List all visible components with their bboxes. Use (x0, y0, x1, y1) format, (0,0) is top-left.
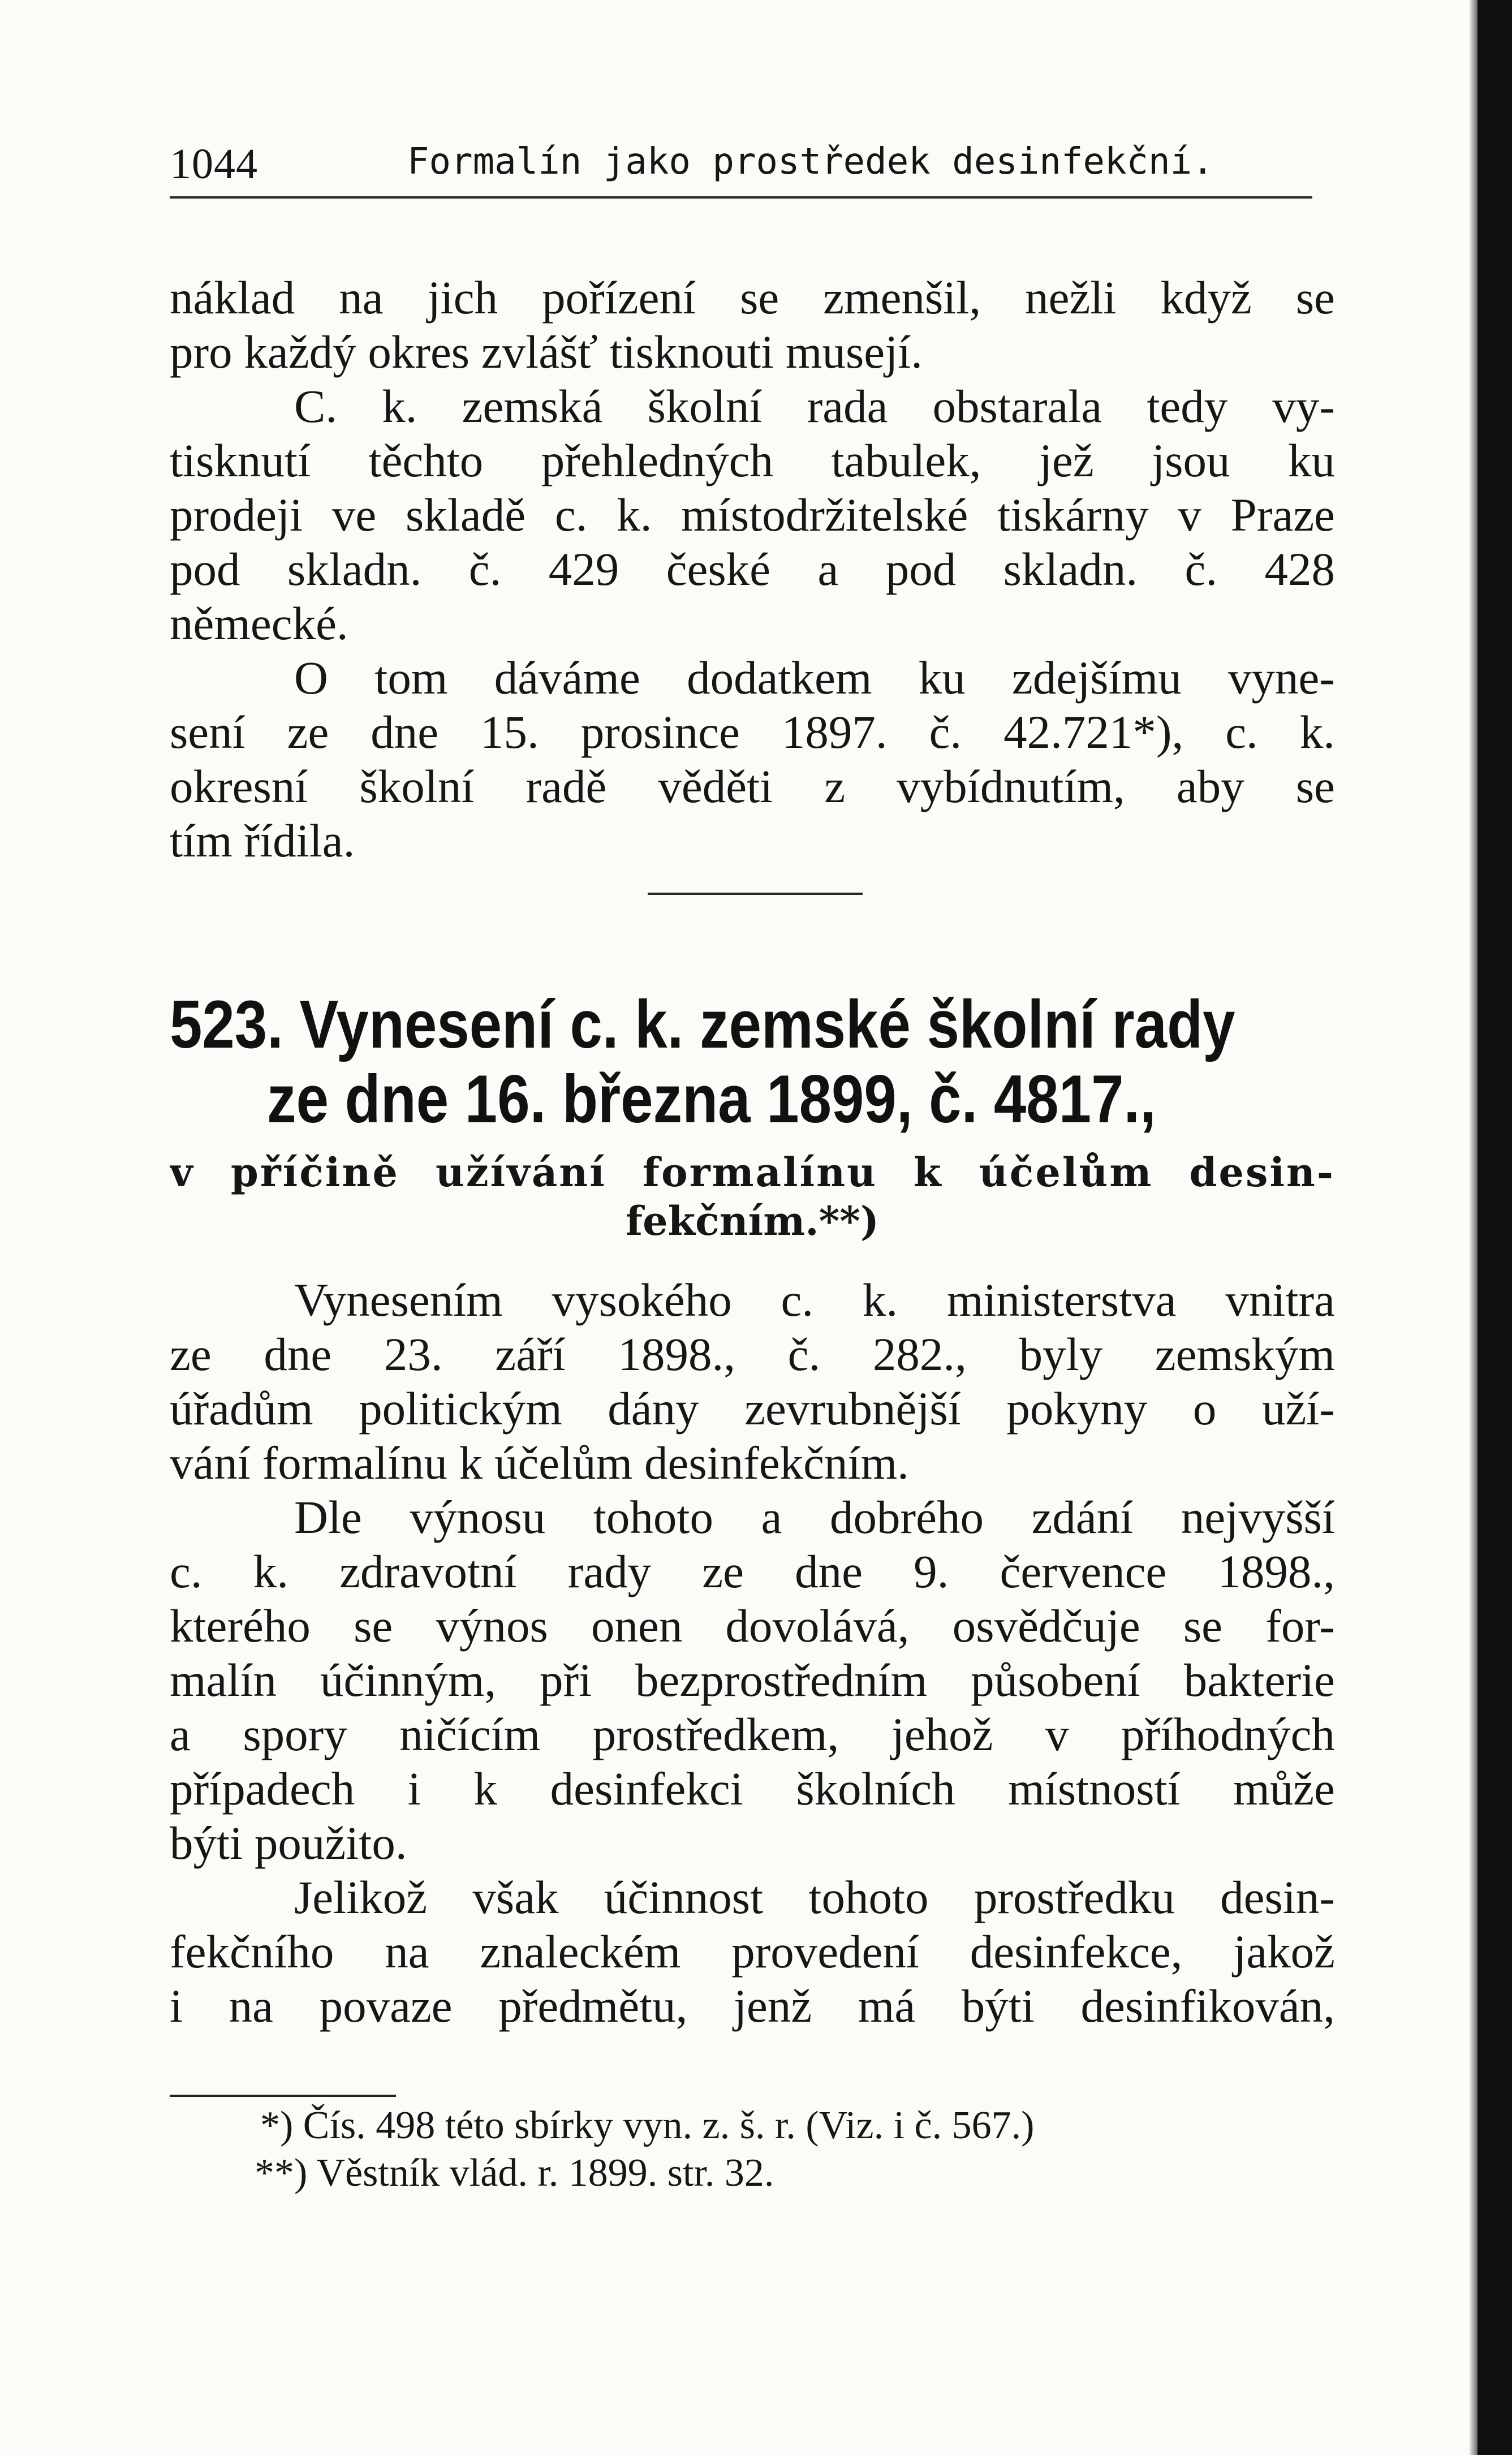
text-line: okresní školní radě věděti z vybídnutím, aby se (170, 760, 1335, 812)
text-line: Dle výnosu tohoto a dobrého zdání nejvyšší (294, 1491, 1335, 1543)
footnote: *) Čís. 498 této sbírky vyn. z. š. r. (Viz. i č. 567.) (260, 2104, 1035, 2147)
text-line: Jelikož však účinnost tohoto prostředku desin- (294, 1871, 1335, 1923)
intro-paragraphs (170, 270, 1335, 868)
heading-line: ze dne 16. března 1899, č. 4817., (267, 1062, 1156, 1136)
page-number: 1044 (170, 140, 258, 188)
body-paragraphs (170, 1273, 1335, 2033)
text-line: malín účinným, při bezprostředním působení bakterie (170, 1654, 1335, 1706)
footnote: **) Věstník vlád. r. 1899. str. 32. (255, 2151, 774, 2195)
text-line: Vynesením vysokého c. k. ministerstva vnitra (294, 1274, 1335, 1326)
text-line: býti použito. (170, 1817, 407, 1869)
text-line: prodeji ve skladě c. k. místodržitelské tiskárny v Praze (170, 489, 1335, 541)
text-line: C. k. zemská školní rada obstarala tedy vy- (294, 380, 1335, 432)
subheading-line: v příčině užívání formalínu k účelům desin- (170, 1149, 1335, 1196)
text-line: fekčního na znaleckém provedení desinfekce, jakož (170, 1926, 1335, 1978)
text-line: kterého se výnos onen dovolává, osvědčuje se for- (170, 1600, 1335, 1652)
section-subheading (170, 1148, 1335, 1246)
page-edge-shadow (1470, 0, 1477, 2455)
text-line: vání formalínu k účelům desinfekčním. (170, 1437, 909, 1489)
text-line: i na povaze předmětu, jenž má býti desinfikován, (170, 1980, 1335, 2032)
text-line: pro každý okres zvlášť tisknouti musejí. (170, 326, 923, 378)
text-line: ze dne 23. září 1898., č. 282., byly zemským (170, 1328, 1335, 1380)
text-line: tím řídila. (170, 815, 355, 867)
text-line: německé. (170, 597, 348, 649)
running-title: Formalín jako prostředek desinfekční. (407, 141, 1214, 183)
header-rule (170, 196, 1312, 199)
text-line: c. k. zdravotní rady ze dne 9. července 1898., (170, 1545, 1335, 1597)
footnote-rule (170, 2095, 396, 2097)
text-line: sení ze dne 15. prosince 1897. č. 42.721*), c. k. (170, 706, 1335, 758)
text-line: a spory ničícím prostředkem, jehož v příhodných (170, 1708, 1335, 1760)
text-line: náklad na jich pořízení se zmenšil, nežli když se (170, 272, 1335, 324)
subheading-line: fekčním.**) (625, 1198, 880, 1244)
page-header (170, 133, 1341, 201)
heading-line: 523. Vynesení c. k. zemské školní rady (170, 987, 1235, 1062)
text-line: tisknutí těchto přehledných tabulek, jež jsou ku (170, 434, 1335, 486)
section-divider (648, 893, 863, 895)
section-heading (170, 987, 1235, 1136)
text-line: O tom dáváme dodatkem ku zdejšímu vyne- (294, 652, 1335, 704)
text-line: případech i k desinfekci školních místností může (170, 1763, 1335, 1815)
footnotes (170, 2102, 1335, 2197)
text-line: pod skladn. č. 429 české a pod skladn. č. 428 (170, 543, 1335, 595)
text-line: úřadům politickým dány zevrubnější pokyny o uží- (170, 1382, 1335, 1435)
scan-border (1477, 0, 1512, 2455)
